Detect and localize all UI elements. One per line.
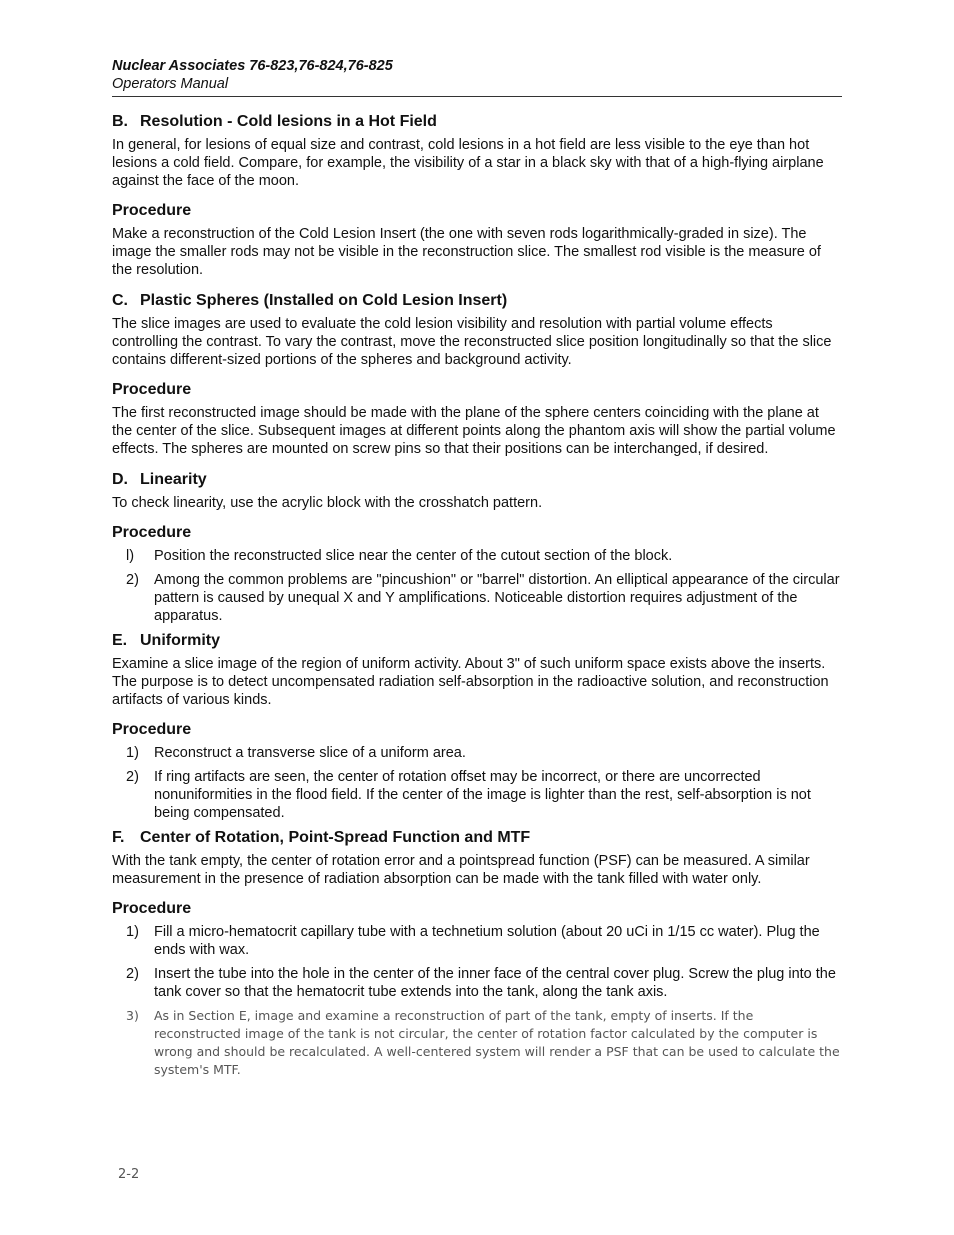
step-marker: 2) xyxy=(126,572,139,588)
section-e-intro: Examine a slice image of the region of uniform activity. About 3" of such uniform space exists above the inserts. The purpose is to detect uncompensated radiation self-absorption in the radioactive solution, and reconstruction artifacts of various kinds. xyxy=(112,656,829,708)
section-b-title: Resolution - Cold lesions in a Hot Field xyxy=(140,113,437,130)
section-b-heading xyxy=(112,112,842,132)
page-number: 2-2 xyxy=(118,1167,140,1182)
section-c-heading xyxy=(112,291,842,311)
step-text: If ring artifacts are seen, the center of rotation offset may be incorrect, or there are uncorrected nonuniformities in the flood field. If the center of the image is lighter than the rest, self-absorption is not being compensated. xyxy=(154,769,811,821)
section-c-number: C. xyxy=(112,292,128,309)
section-b-procedure: Make a reconstruction of the Cold Lesion Insert (the one with seven rods logarithmically-graded in size). The image the smaller rods may not be visible in the reconstruction slice. The smallest rod visible is the measure of the resolution. xyxy=(112,226,821,278)
list-item xyxy=(112,744,842,762)
section-e-number: E. xyxy=(112,632,128,649)
step-marker: 2) xyxy=(126,769,139,785)
list-item xyxy=(112,768,842,822)
section-e-steps xyxy=(112,744,842,822)
section-d-steps xyxy=(112,547,842,625)
section-e-procedure-heading: Procedure xyxy=(112,721,192,738)
section-e-title: Uniformity xyxy=(140,632,220,649)
step-text: Among the common problems are "pincushion" or "barrel" distortion. An elliptical appearance of the circular pattern is caused by unequal X and Y amplifications. Noticeable distortion requires adjustment of the apparatus. xyxy=(154,572,840,624)
section-c-title: Plastic Spheres (Installed on Cold Lesion Insert) xyxy=(140,292,508,309)
section-f-title: Center of Rotation, Point-Spread Function and MTF xyxy=(140,829,531,846)
section-c-procedure: The first reconstructed image should be made with the plane of the sphere centers coinciding with the plane at the center of the slice. Subsequent images at different points along the phantom axis will show the partial volume effects. The spheres are mounted on screw pins so that their positions can be interchanged, if desired. xyxy=(112,405,836,457)
section-d-heading xyxy=(112,470,842,490)
step-marker: l) xyxy=(126,548,135,564)
section-f-intro: With the tank empty, the center of rotation error and a pointspread function (PSF) can be measured. A similar measurement in the presence of radiation absorption can be made with the tank filled with water only. xyxy=(112,853,810,887)
page-header xyxy=(112,57,842,97)
section-b-procedure-heading: Procedure xyxy=(112,202,192,219)
step-text: Insert the tube into the hole in the center of the inner face of the central cover plug. Screw the plug into the tank cover so that the hematocrit tube extends into the tank, along the tank axis. xyxy=(154,966,836,1000)
header-subtitle: Operators Manual xyxy=(112,76,229,92)
page-content xyxy=(112,112,842,1085)
step-text: As in Section E, image and examine a reconstruction of part of the tank, empty of inserts. If the reconstructed image of the tank is not circular, the center of rotation factor calculated by the computer is wrong and should be recalculated. A well-centered system will render a PSF that can be used to calculate the system's MTF. xyxy=(154,1008,840,1077)
section-c-intro: The slice images are used to evaluate the cold lesion visibility and resolution with partial volume effects controlling the contrast. To vary the contrast, move the reconstructed slice position longitudinally so that the slice contains different-sized portions of the spheres and background activity. xyxy=(112,316,832,368)
section-d-title: Linearity xyxy=(140,471,207,488)
section-b-intro: In general, for lesions of equal size and contrast, cold lesions in a hot field are less visible to the eye than hot lesions a cold field. Compare, for example, the visibility of a star in a black sky with that of a high-flying airplane against the face of the moon. xyxy=(112,137,824,189)
list-item xyxy=(112,571,842,625)
section-f-heading xyxy=(112,828,842,848)
section-c-procedure-heading: Procedure xyxy=(112,381,192,398)
header-title: Nuclear Associates 76-823,76-824,76-825 xyxy=(112,58,393,74)
step-marker: 1) xyxy=(126,924,139,940)
step-marker: 2) xyxy=(126,966,139,982)
section-f-procedure-heading: Procedure xyxy=(112,900,192,917)
section-b-number: B. xyxy=(112,113,128,130)
step-marker: 3) xyxy=(126,1008,139,1023)
list-item xyxy=(112,965,842,1001)
step-text: Fill a micro-hematocrit capillary tube with a technetium solution (about 20 uCi in 1/15 cc water). Plug the ends with wax. xyxy=(154,924,820,958)
list-item xyxy=(112,547,842,565)
section-d-intro: To check linearity, use the acrylic block with the crosshatch pattern. xyxy=(112,495,543,511)
section-d-procedure-heading: Procedure xyxy=(112,524,192,541)
step-text: Reconstruct a transverse slice of a uniform area. xyxy=(154,745,466,761)
section-f-steps xyxy=(112,923,842,1079)
step-text: Position the reconstructed slice near the center of the cutout section of the block. xyxy=(154,548,673,564)
section-d-number: D. xyxy=(112,471,128,488)
list-item xyxy=(112,923,842,959)
list-item xyxy=(112,1007,842,1079)
section-f-number: F. xyxy=(112,829,125,846)
section-e-heading xyxy=(112,631,842,651)
step-marker: 1) xyxy=(126,745,139,761)
